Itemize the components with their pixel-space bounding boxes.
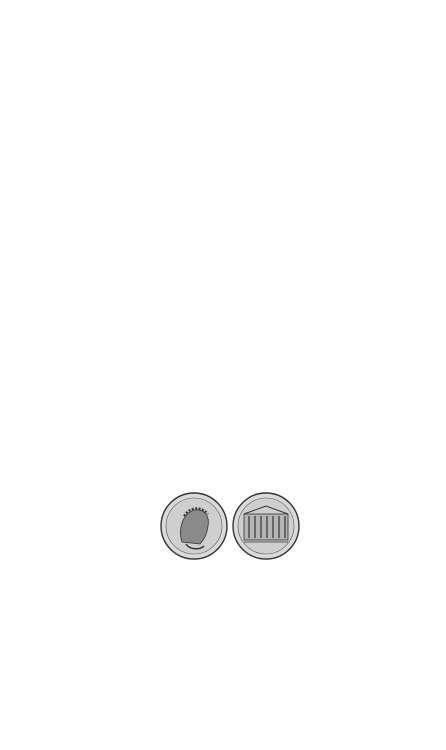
coin-obverse — [160, 490, 227, 559]
page-header — [0, 30, 446, 48]
coin-reverse — [233, 493, 299, 559]
coin-illustration — [160, 490, 300, 562]
